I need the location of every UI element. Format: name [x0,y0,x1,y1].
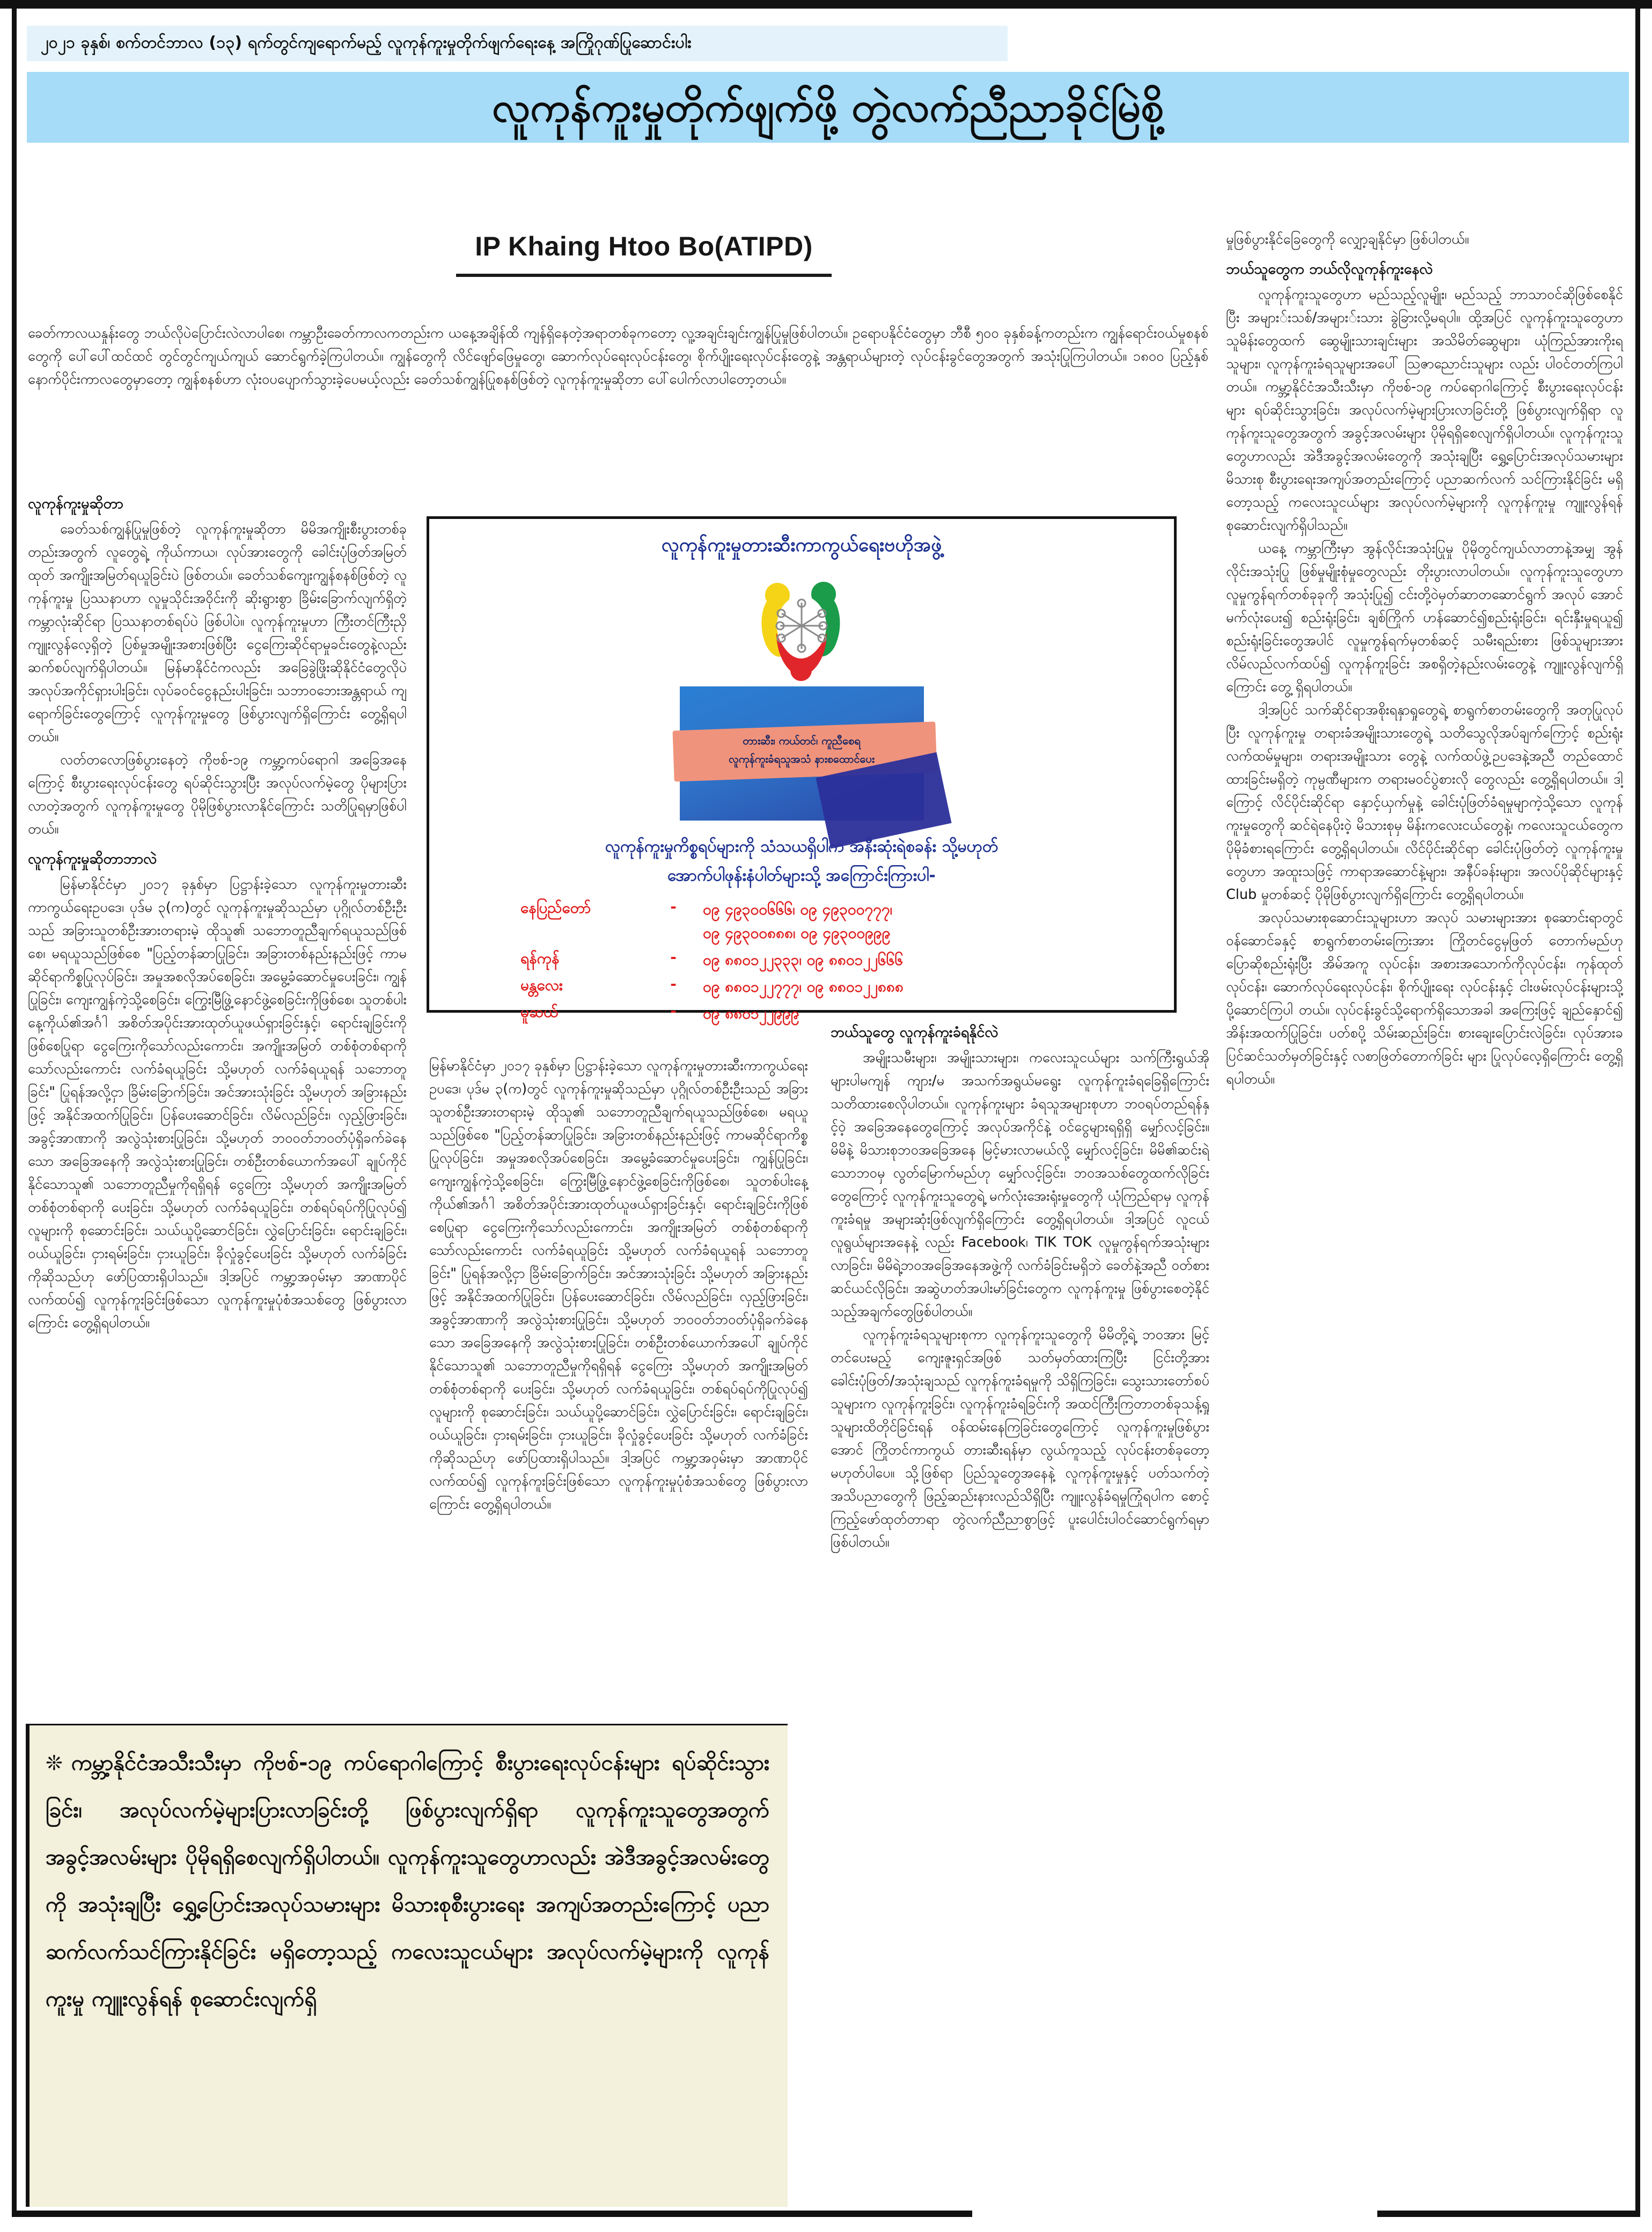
byline [376,231,912,277]
hotline-numbers[interactable]: ၀၉ ၈၈၀၁၂၂၉၉၉ [703,1005,799,1022]
hotline-city: ရန်ကုန် [520,949,560,967]
article-column-3 [831,1014,1209,1554]
central-body-logo-icon [751,569,853,682]
col1-para-2: လတ်တလောဖြစ်ပွားနေတဲ့ ကိုဗစ်-၁၉ ကမ္ဘာ့ကပ်ရောဂါ အခြေအနေကြောင့် စီးပွားရေးလုပ်ငန်းတွေ ရပ်ဆိုင်းသွားပြီး အလုပ်လက်မဲ့တွေ ပိုများပြားလာတဲ့အတွက် လူကုန်ကူးမှုတွေ ပိုမိုဖြစ်ပွားလာနိုင်ကြောင်း သတိပြုရမှာဖြစ်ပါတယ်။ [28,752,407,837]
page-frame-bottom-right [1377,2211,1640,2217]
col4-para-0: မှုဖြစ်ပွားနိုင်ခြေတွေကို လျှော့ချနိုင်မှာ ဖြစ်ပါတယ်။ [1226,231,1469,247]
anti-trafficking-poster [427,516,1177,1022]
col3-heading: ဘယ်သူတွေ လူကုန်ကူးခံရနိုင်လဲ [831,1024,998,1041]
hotline-row [520,1002,1174,1026]
col1-heading-2: လူကုန်ကူးမှုဆိုတာဘာလဲ [28,851,157,867]
hotline-number-line[interactable]: ၀၉ ၄၉၃၀၀၈၈၈၊ ၀၉ ၄၉၃၀၀၉၉၉ [703,924,891,942]
page-frame-left [12,9,17,2214]
poster-banner-image [680,686,924,821]
col3-para-1: အမျိုးသမီးများ၊ အမျိုးသားများ၊ ကလေးသူငယ်များ သက်ကြီးရွယ်အိုများပါမကျန် ကျား/မ အသက်အရွယ်မရွေး လူကုန်ကူးခံရခြေရှိကြောင်း သတိထားစေလိုပါတယ်။ လူကုန်ကူးများ ခံရသူအများစုဟာ ဘဝရပ်တည်ရန်နှင့်ဝဲ့ အခြေအနေတွေကြောင့် အလုပ်အကိုင်နဲ့ ဝင်ငွေများရရှိရှိ မျှော်လင့်ခြင်း။ မိမိနဲ့ မိသားစုဘဝအခြေအနေ မြင့်မားလာမယ်လို့ မျှော်လင့်ခြင်း၊ မိမိ၏ဆင်းရဲသောဘဝမှ လွတ်မြောက်မည်ဟု မျှော်လင့်ခြင်း၊ ဘဝအသစ်တွေထက်လိုခြင်းတွေကြောင့် လူကုန်ကူးသူတွေရဲ့ မက်လုံးအေးရုံးမှုတွေကို ယုံကြည်ရာမှ လူကုန်ကူးခံရမှု အများဆုံးဖြစ်လျက်ရှိကြောင်း တွေ့ရှိရပါတယ်။ ဒါ့အပြင် လူငယ်လူရွယ်များအနေနဲ့ လည်း Facebook၊ TIK TOK လူမှုကွန်ရက်အသုံးများလာခြင်း၊ မိမိရဲ့ဘဝအခြေအနေအဖွဲ့ကို လက်ခံခြင်းမရှိဘဲ ခေတ်နဲ့အညီ ဝတ်စားဆင်ယင်လိုခြင်း၊ အဆွဲဟတ်အပါးမာ်ခြင်းတွေက လူကုန်ကူးမှု ဖြစ်ပွားစေတဲ့နိုင်သည့်အချက်တွေဖြစ်ပါတယ်။ [831,1050,1209,1320]
poster-banner-line-2: လူကုန်ကူးခံရသူအသံ နားစထောင်ပေး [729,752,875,765]
poster-subtitle-line-1: လူကုန်ကူးမှုကိစ္စရပ်များကို သံသယရှိပါက အနီးဆုံးရဲစခန်း သို့မဟုတ် [605,837,998,856]
poster-subtitle [451,832,1152,890]
article-column-1 [28,486,407,1335]
page-frame-top [0,0,1652,9]
hotline-city: နေပြည်တော် [520,899,591,917]
poster-banner-line-1: တားဆီး၊ ကယ်တင်၊ ကူညီစေရ [743,734,861,747]
col4-para-3: ဒါ့အပြင် သက်ဆိုင်ရာအစိုးရနှာရှုတွေရဲ့ စာရွက်စာတမ်းတွေကို အတုပြုလုပ်ပြီး လူကုန်ကူးမှု တရားခံအမျိုးသားတွေရဲ့ သတိသွေလိုအပ်ချက်ကြောင့် စည်းရုံးလက်ထမ်မှုများ၊ တရားအမျိုးသား တွေနဲ့ လက်ထပ်ဖွဲ့ဉပဒေနဲ့အညီ တည်ထောင်ထားခြင်းမရှိတဲ့ ကုမ္ပဏီများက တရားမဝင်ပွဲစားလို တွေလည်း တွေ့ရှိရပါတယ်။ ဒါ့ကြောင့် လိင်ပိုင်းဆိုင်ရာ နှောင့်ယှက်မှုနဲ့ ခေါင်းပုံဖြတ်ခံရမှုမျာကဲ့သို့သော လူကုန်ကူးမှုတွေကို ဆင်ရဲနေပိုးဝဲ့ မိသားစုမှ မိန်းကလေးငယ်တွေနဲ့၊ ကလေးသူငယ်တွေက ပိုမိုခံစားရကြောင်း တွေ့ရှိရပါတယ်။ လိင်ပိုင်းဆိုင်ရာ ခေါင်းပုံဖြတ်တဲ့ လူကုန်ကူးမှုတွေဟာ အထူးသဖြင့် ကာရာအဆောင်နဲ့များ၊ အနီပ်ခန်းများ၊ အလပ်ပိုဆိုင်များနှင့် Club မှုတစ်ဆင့် ပိုမိုဖြစ်ပွားလျက်ရှိကြောင်း တွေ့ရှိရပါတယ်။ [1226,702,1623,903]
col4-para-2: ယနေ့ ကမ္ဘာကြီးမှာ အွန်လိုင်းအသုံးပြုမှု ပိုမိုတွင်ကျယ်လာတာနဲ့အမျှ အွန်လိုင်းအသုံးပြု ဖြစ်မှုမျိုးစုံမှုတွေလည်း တိုးပွားလာပါတယ်။ လူကုန်ကူးသူတွေဟာ လူမှုကွန်ရက်တစ်ခုခုကို အသုံးပြု၍ ငင်းတို့ဝဲမှတ်ဆာတဆောင်ရွက် အလုပ် အောင်မက်လုံးပေး၍ စည်းရုံးခြင်း၊ ချစ်ကြိုက် ဟန်ဆောင်၍စည်းရုံးခြင်း၊ ရင်းနှီးမှုရယူ၍ စည်းရုံးခြင်းတွေအပါင် လူမှုကွန်ရက်မှတစ်ဆင့် သမီးရည်းစား ဖြစ်သူများအား လိမ်လည်လက်ထပ်၍ လူကုန်ကူးခြင်း အစရှိတဲ့နည်းလမ်းတွေနဲ့ ကျူးလွန်လျက်ရှိ ကြောင်း တွေ့ ရှိရပါတယ်။ [1226,540,1623,695]
pull-quote-box [26,1724,788,2207]
date-banner [27,26,1008,61]
hotline-numbers[interactable]: ၀၉ ၈၈၀၁၂၂၇၇၇၊ ၀၉ ၈၈၀၁၂၂၈၈၈ [703,978,904,996]
col2-para-1: မြန်မာနိုင်ငံမှာ ၂၀၁၇ ခုနှစ်မှာ ပြဋ္ဌာန်းခဲ့သော လူကုန်ကူးမှုတားဆီးကာကွယ်ရေးဥပဒေ၊ ပုဒ်မ ၃(က)တွင် လူကုန်ကူးမှုဆိုသည်မှာ ပုဂ္ဂိုလ်တစ်ဦးဦးသည် အခြားသူတစ်ဦးအားတရားမဲ့ ထိုသူ၏ သဘောတူညီချက်ရယူသည်ဖြစ်စေ၊ မရယူသည်ဖြစ်စေ "ပြည့်တန်ဆာပြုခြင်း၊ အခြားတစ်နည်းနည်းဖြင့် ကာမဆိုင်ရာကိစ္စပြုလုပ်ခြင်း၊ အမှုအစလိုအပ်စေခြင်း၊ အမွေ့ခံဆောင်မှုပေးခြင်း၊ ကျွန်ပြုခြင်း၊ ကျေးကျွန်ကဲ့သို့စေခြင်း၊ ကြွေးမြီဖြွဲ့နောင်ဖွဲ့စေခြင်းကိုဖြစ်စေ၊ သူတစ်ပါးနေ့ကိုယ်၏အင်္ဂါ အစိတ်အပိုင်းအားထုတ်ယူဖယ်ရှားခြင်းနှင့်၊ ရောင်းချခြင်းကိုဖြစ်စေပြုရာ ငွေကြေးကိုသော်လည်းကောင်း၊ အကျိုးအမြတ် တစ်စုံတစ်ရာကို သော်လည်းကောင်း လက်ခံရယူခြင်း သို့မဟုတ် လက်ခံရယူရန် သဘောတူခြင်း" ပြုရန်အလို့ငှာ ခြိမ်းခြောက်ခြင်း၊ အင်အားသုံးခြင်း သို့မဟုတ် အခြားနည်းဖြင့် အနိုင်အထက်ပြုခြင်း၊ ပြန်ပေးဆောင်ခြင်း၊ လိမ်လည်ခြင်း၊ လှည့်ဖြားခြင်း၊ အခွင့်အာဏာကို အလွဲသုံးစားပြုခြင်း၊ သို့မဟုတ် ဘဝဝတ်ဘဝတ်ပုံရှိခက်ခဲနေသော အခြေအနေကို အလွဲသုံးစားပြုခြင်း၊ တစ်ဦးတစ်ယောက်အပေါ် ချုပ်ကိုင်နိုင်သောသူ၏ သဘောတူညီမှုကိုရရှိရန် ငွေကြေး သို့မဟုတ် အကျိုးအမြတ်တစ်စုံတစ်ရာကို ပေးခြင်း၊ သို့မဟုတ် လက်ခံရယူခြင်း၊ တစ်ရပ်ရပ်ကိုပြုလုပ်၍ လူများကို စုဆောင်းခြင်း၊ သယ်ယူပို့ဆောင်ခြင်း၊ လွှဲပြောင်းခြင်း၊ ရောင်းချခြင်း၊ ဝယ်ယူခြင်း၊ ငှားရမ်းခြင်း၊ ငှားယူခြင်း၊ ခိုလှုံခွင့်ပေးခြင်း သို့မဟုတ် လက်ခံခြင်းကိုဆိုသည်ဟု ဖော်ပြထားရှိပါသည်။ ဒါ့အပြင် ကမ္ဘာ့အဝှမ်းမှာ အာဏာပိုင်လက်ထပ်၍ လူကုန်ကူးခြင်းဖြစ်သော လူကုန်ကူးမှုပုံစံအသစ်တွေ ဖြစ်ပွားလာကြောင်း တွေ့ရှိရပါတယ်။ [429,1058,808,1512]
hotline-numbers[interactable] [703,898,892,945]
hotline-row [520,948,1174,972]
col4-heading: ဘယ်သူတွေက ဘယ်လိုလူကုန်ကူးနေလဲ [1226,261,1433,277]
hotline-city: မူဆယ် [520,1003,559,1021]
article-title-banner [27,72,1629,143]
asterisk-icon: ❊ [46,1751,63,1775]
lead-paragraph: ခေတ်ကာလယနှုန်းတွေ ဘယ်လိုပဲပြောင်းလဲလာပါစေ၊ ကမ္ဘာဦးခေတ်ကာလကတည်းက ယနေ့အချိန်ထိ ကျန်ရှိနေတဲ့အရာတစ်ခုကတော့ လူ့အချင်းချင်းကျွန်ပြုမှုဖြစ်ပါတယ်။ ဥရောပနိုင်ငံတွေမှာ ဘီစီ ၅၀၀ ခုနှစ်ခန့်ကတည်းက ကျွန်ရောင်းဝယ်မှုစနစ်တွေကို ပေါ်ပေါ်ထင်ထင် တွင်တွင်ကျယ်ကျယ် ဆောင်ရွက်ခဲ့ကြပါတယ်။ ကျွန်တွေကို လိင်ဖျော်ဖြေမှုတွေ၊ ဆောက်လုပ်ရေးလုပ်ငန်းတွေ၊ စိုက်ပျိုးရေးလုပ်ငန်းတွေနဲ့ အန္တရာယ်များတဲ့ လုပ်ငန်းခွင်တွေအတွက် အသုံးပြုကြပါတယ်။ ၁၈၀၀ ပြည့်နှစ် နောက်ပိုင်းကာလတွေမှာတော့ ကျွန်စနစ်ဟာ လုံးဝပပျောက်သွားခဲ့ပေမယ့်လည်း ခေတ်သစ်ကျွန်ပြုစနစ်ဖြစ်တဲ့ လူကုန်ကူးမှုဆိုတာ ပေါ်ပေါက်လာပါတော့တယ်။ [28,325,1208,387]
hotline-row [520,975,1174,999]
hotline-numbers[interactable]: ၀၉ ၈၈၀၁၂၂၃၃၃၊ ၀၉ ၈၈၀၁၂၂၆၆၆ [703,951,904,969]
pull-quote-text [46,1739,769,2023]
page-title: လူကုန်ကူးမှုတိုက်ဖျက်ဖို့ တွဲလက်ညီညာခိုင်မြဲစို့ [492,83,1164,131]
col4-para-4: အလုပ်သမားစုဆောင်းသူများဟာ အလုပ် သမားများအား စုဆောင်းရာတွင် ဝန်ဆောင်ခနှင့် စာရွက်စာတမ်းကြေးအား ကြိုတင်ငွေမှဖြတ် တောက်မည်ဟု ပြောဆိုစည်းရုံးပြီး အိမ်အကူ လုပ်ငန်း၊ အစားအသောက်ကိုလုပ်ငန်း၊ ကုန်ထုတ် လုပ်ငန်း၊ ဆောက်လုပ်ရေးလုပ်ငန်း၊ စိုက်ပျိုးရေး လုပ်ငန်းနှင့် ငါးဖမ်းလုပ်ငန်းများသို့ ပို့ဆောင်ကြပါ တယ်။ လုပ်ငန်းခွင်သို့ရောက်ရှိသောအခါ အကြေးဖြင့် ချည်နှောင်၍ အိန်းအထက်ပြုခြင်း၊ ပတ်စပို့ သိမ်းဆည်းခြင်း၊ စားချေးပြောင်းလဲခြင်း၊ လုပ်အားခ ပြင်ဆင်သတ်မှတ်ခြင်းနှင့် လစာဖြတ်တောက်ခြင်း များ ပြုလုပ်လေ့ရှိကြောင်း တွေ့ရှိရပါတယ်။ [1226,910,1623,1087]
poster-subtitle-line-2: အောက်ပါဖုန်းနံပါတ်များသို့ အကြောင်းကြားပါ- [667,866,936,885]
article-column-2 [429,1055,808,1516]
date-banner-text: ၂၀၂၁ ခုနှစ်၊ စက်တင်ဘာလ (၁၃) ရက်တွင်ကျရောက်မည့် လူကုန်ကူးမှုတိုက်ဖျက်ရေးနေ့ အကြိုဂုဏ်ပြုဆောင်းပါး [41,33,692,52]
hotline-dash: - [670,898,677,916]
col3-para-2: လူကုန်ကူးခံရသူများစုကာ လူကုန်ကူးသူတွေကို မိမိတို့ရဲ့ ဘဝအား မြင့်တင်ပေးမည့် ကျေးဇူးရှင်အဖြစ် သတ်မှတ်ထားကြပြီး ငြင်းတို့အား ခေါင်းပုံဖြတ်/အသုံးချသည် လူကုန်ကူးခံရမှုကို သိရှိကြခြင်း၊ သွေးသားတော်စပ်သူများက လူကုန်ကူးခြင်း၊ လူကုန်ကူးခံရခြင်းကို အထင်ကြီးကြတာတစ်ခုသန့်ရှုသူများထိတိုင်ခြင်းရန် ဝန်ထမ်းနေကြခြင်းတွေကြောင့် လူကုန်ကူးမှုဖြစ်ပွားအောင် ကြိုတင်ကာကွယ် တားဆီးရန်မှာ လွယ်ကူသည့် လုပ်ငန်းတစ်ခုတော့ မဟုတ်ပါပေ။ သို့ဖြစ်ရာ ပြည်သူတွေအနေနဲ့ လူကုန်ကူးမှုနှင့် ပတ်သက်တဲ့ အသိပညာတွေကို ဖြည့်ဆည်းနားလည်သိရှိပြီး ကျူးလွန်ခံရမှုကြုံရပါက စောင့်ကြည့်ဖော်ထုတ်တာရာ တွဲလက်ညီညာစွာဖြင့် ပူးပေါင်းပါဝင်ဆောင်ရွက်ရမှာဖြစ်ပါတယ်။ [831,1327,1209,1550]
byline-rule [456,274,832,277]
col1-para-3: မြန်မာနိုင်ငံမှာ ၂၀၁၇ ခုနှစ်မှာ ပြဋ္ဌာန်းခဲ့သော လူကုန်ကူးမှုတားဆီးကာကွယ်ရေးဥပဒေ၊ ပုဒ်မ ၃(က)တွင် လူကုန်ကူးမှုဆိုသည်မှာ ပုဂ္ဂိုလ်တစ်ဦးဦးသည် အခြားသူတစ်ဦးအားတရားမဲ့ ထိုသူ၏ သဘောတူညီချက်ရယူသည်ဖြစ်စေ၊ မရယူသည်ဖြစ်စေ "ပြည့်တန်ဆာပြုခြင်း၊ အခြားတစ်နည်းနည်းဖြင့် ကာမဆိုင်ရာကိစ္စပြုလုပ်ခြင်း၊ အမှုအစလိုအပ်စေခြင်း၊ အမွေ့ခံဆောင်မှုပေးခြင်း၊ ကျွန်ပြုခြင်း၊ ကျေးကျွန်ကဲ့သို့စေခြင်း၊ ကြွေးမြီဖြွဲ့နောင်ဖွဲ့စေခြင်းကိုဖြစ်စေ၊ သူတစ်ပါးနေ့ကိုယ်၏အင်္ဂါ အစိတ်အပိုင်းအားထုတ်ယူဖယ်ရှားခြင်းနှင့်၊ ရောင်းချခြင်းကိုဖြစ်စေပြုရာ ငွေကြေးကိုသော်လည်းကောင်း၊ အကျိုးအမြတ် တစ်စုံတစ်ရာကို သော်လည်းကောင်း လက်ခံရယူခြင်း သို့မဟုတ် လက်ခံရယူရန် သဘောတူခြင်း" ပြုရန်အလို့ငှာ ခြိမ်းခြောက်ခြင်း၊ အင်အားသုံးခြင်း သို့မဟုတ် အခြားနည်းဖြင့် အနိုင်အထက်ပြုခြင်း၊ ပြန်ပေးဆောင်ခြင်း၊ လိမ်လည်ခြင်း၊ လှည့်ဖြားခြင်း၊ အခွင့်အာဏာကို အလွဲသုံးစားပြုခြင်း၊ သို့မဟုတ် ဘဝဝတ်ဘဝတ်ပုံရှိခက်ခဲနေသော အခြေအနေကို အလွဲသုံးစားပြုခြင်း၊ တစ်ဦးတစ်ယောက်အပေါ် ချုပ်ကိုင်နိုင်သောသူ၏ သဘောတူညီမှုကိုရရှိရန် ငွေကြေး သို့မဟုတ် အကျိုးအမြတ်တစ်စုံတစ်ရာကို ပေးခြင်း၊ သို့မဟုတ် လက်ခံရယူခြင်း၊ တစ်ရပ်ရပ်ကိုပြုလုပ်၍ လူများကို စုဆောင်းခြင်း၊ သယ်ယူပို့ဆောင်ခြင်း၊ လွှဲပြောင်းခြင်း၊ ရောင်းချခြင်း၊ ဝယ်ယူခြင်း၊ ငှားရမ်းခြင်း၊ ငှားယူခြင်း၊ ခိုလှုံခွင့်ပေးခြင်း သို့မဟုတ် လက်ခံခြင်းကိုဆိုသည်ဟု ဖော်ပြထားရှိပါသည်။ ဒါ့အပြင် ကမ္ဘာ့အဝှမ်းမှာ အာဏာပိုင်လက်ထပ်၍ လူကုန်ကူးခြင်းဖြစ်သော လူကုန်ကူးမှုပုံစံအသစ်တွေ ဖြစ်ပွားလာကြောင်း တွေ့ရှိရပါတယ်။ [28,876,407,1331]
col1-heading-1: လူကုန်ကူးမှုဆိုတာ [28,495,123,512]
lead-paragraph-block [28,322,1208,391]
hotline-dash: - [670,1002,677,1020]
hotline-city: မန္တလေး [520,976,563,994]
hotline-list [429,898,1174,1026]
hotline-row [520,898,1174,945]
poster-title: လူကုန်ကူးမှုတားဆီးကာကွယ်ရေးဗဟိုအဖွဲ့ [661,535,942,556]
article-column-4 [1226,228,1623,1091]
hotline-dash: - [670,948,677,966]
author-name: IP Khaing Htoo Bo(ATIPD) [475,231,813,261]
col4-para-1: လူကုန်ကူးသူတွေဟာ မည်သည့်လူမျိုး၊ မည်သည့် ဘာသာဝင်ဆိုဖြစ်စေနိုင်ပြီး အများ်းသစ်/အများ်းသား ခွဲခြားလို့မရပါ။ ထို့အပြင် လူကုန်ကူးသူတွေဟာ သူမိန်းတွေထက် ဆွေမျိုးသားချင်းများ အသိမိတ်ဆွေများ၊ ယုံကြည်အားကိုးရသူများ၊ လူကုန်ကူးခံရသူများအပေါ် ဩဇာညောင်းသူများ လည်း ပါဝင်တတ်ကြပါတယ်။ ကမ္ဘာ့နိုင်ငံအသီးသီးမှာ ကိုဗစ်-၁၉ ကပ်ရောဂါကြောင့် စီးပွားရေးလုပ်ငန်းများ ရပ်ဆိုင်းသွားခြင်း၊ အလုပ်လက်မဲ့များပြားလာခြင်းတို့ ဖြစ်ပွားလျက်ရှိရာ လူကုန်ကူးသူတွေအတွက် အခွင့်အလမ်းများ ပိုမိုရရှိစေလျက်ရှိပါတယ်။ လူကုန်ကူးသူတွေဟာလည်း အဲဒီအခွင့်အလမ်းတွေကို အသုံးချပြီး ရွှေ့ပြောင်းအလုပ်သမားများ မိသားစု စီးပွားရေးအကျပ်အတည်းကြောင့် ပညာဆက်လက် သင်ကြားနိုင်ခြင်း မရှိတော့သည့် ကလေးသူငယ်များ အလုပ်လက်မဲ့များကို လူကုန်ကူးမှု ကျူးလွန်ရန် စုဆောင်းလျက်ရှိပါသည်။ [1226,287,1623,533]
pull-quote-body: ကမ္ဘာ့နိုင်ငံအသီးသီးမှာ ကိုဗစ်-၁၉ ကပ်ရောဂါကြောင့် စီးပွားရေးလုပ်ငန်းများ ရပ်ဆိုင်းသွားခြင်း၊ အလုပ်လက်မဲ့များပြားလာခြင်းတို့ ဖြစ်ပွားလျက်ရှိရာ လူကုန်ကူးသူတွေအတွက် အခွင့်အလမ်းများ ပိုမိုရရှိစေလျက်ရှိပါတယ်။ လူကုန်ကူးသူတွေဟာလည်း အဲဒီအခွင့်အလမ်းတွေကို အသုံးချပြီး ရွှေ့ပြောင်းအလုပ်သမားများ မိသားစုစီးပွားရေး အကျပ်အတည်းကြောင့် ပညာဆက်လက်သင်ကြားနိုင်ခြင်း မရှိတော့သည့် ကလေးသူငယ်များ အလုပ်လက်မဲ့များကို လူကုန်ကူးမှု ကျူးလွန်ရန် စုဆောင်းလျက်ရှိ [46,1751,769,2011]
hotline-number-line[interactable]: ၀၉ ၄၉၃၀၀၆၆၆၊ ၀၉ ၄၉၃၀၀၇၇၇၊ [703,901,893,918]
page-frame-right [1635,9,1640,2214]
page-frame-bottom-left [12,2211,972,2217]
col1-para-1: ခေတ်သစ်ကျွန်ပြုမှုဖြစ်တဲ့ လူကုန်ကူးမှုဆိုတာ မိမိအကျိုးစီးပွားတစ်ခုတည်းအတွက် လူတွေရဲ့ ကိုယ်ကာယ၊ လုပ်အားတွေကို ခေါင်းပုံဖြတ်အမြတ်ထုတ် အကျိုးအမြတ်ရယူခြင်းပဲ ဖြစ်တယ်။ ခေတ်သစ်ကျေးကျွန်စနစ်ဖြစ်တဲ့ လူကုန်ကူးမှု ပြဿနာဟာ လူမှုသိုင်းအဝိုင်းကို ဆိုးရွားစွာ ခြိမ်းခြောက်လျက်ရှိတဲ့ ကမ္ဘာလုံးဆိုင်ရာ ပြဿနာတစ်ရပ်ပဲ ဖြစ်ပါပဲ။ လူကုန်ကူးမှုဟာ ကြီးတင်ကြီးညှိ ကျူးလွန်လေ့ရှိတဲ့ ပြစ်မှုအမျိုးအစားဖြစ်ပြီး ငွေကြေးဆိုင်ရာမှုခင်းတွေနဲ့လည်း ဆက်စပ်လျက်ရှိပါတယ်။ မြန်မာနိုင်ငံကလည်း အခြေခွဲဖြိုးဆိုနိုင်ငံတွေလိုပဲ အလုပ်အကိုင်ရှားပါးခြင်း၊ လုပ်ခဝင်ငွေနည်းပါးခြင်း၊ သဘာဝဘေးအန္တရာယ် ကျရောက်ခြင်းတွေကြောင့် လူကုန်ကူးမှုတွေ ဖြစ်ပွားလျက်ရှိကြောင်း တွေ့ရှိရပါတယ်။ [28,521,407,745]
hotline-dash: - [670,975,677,993]
